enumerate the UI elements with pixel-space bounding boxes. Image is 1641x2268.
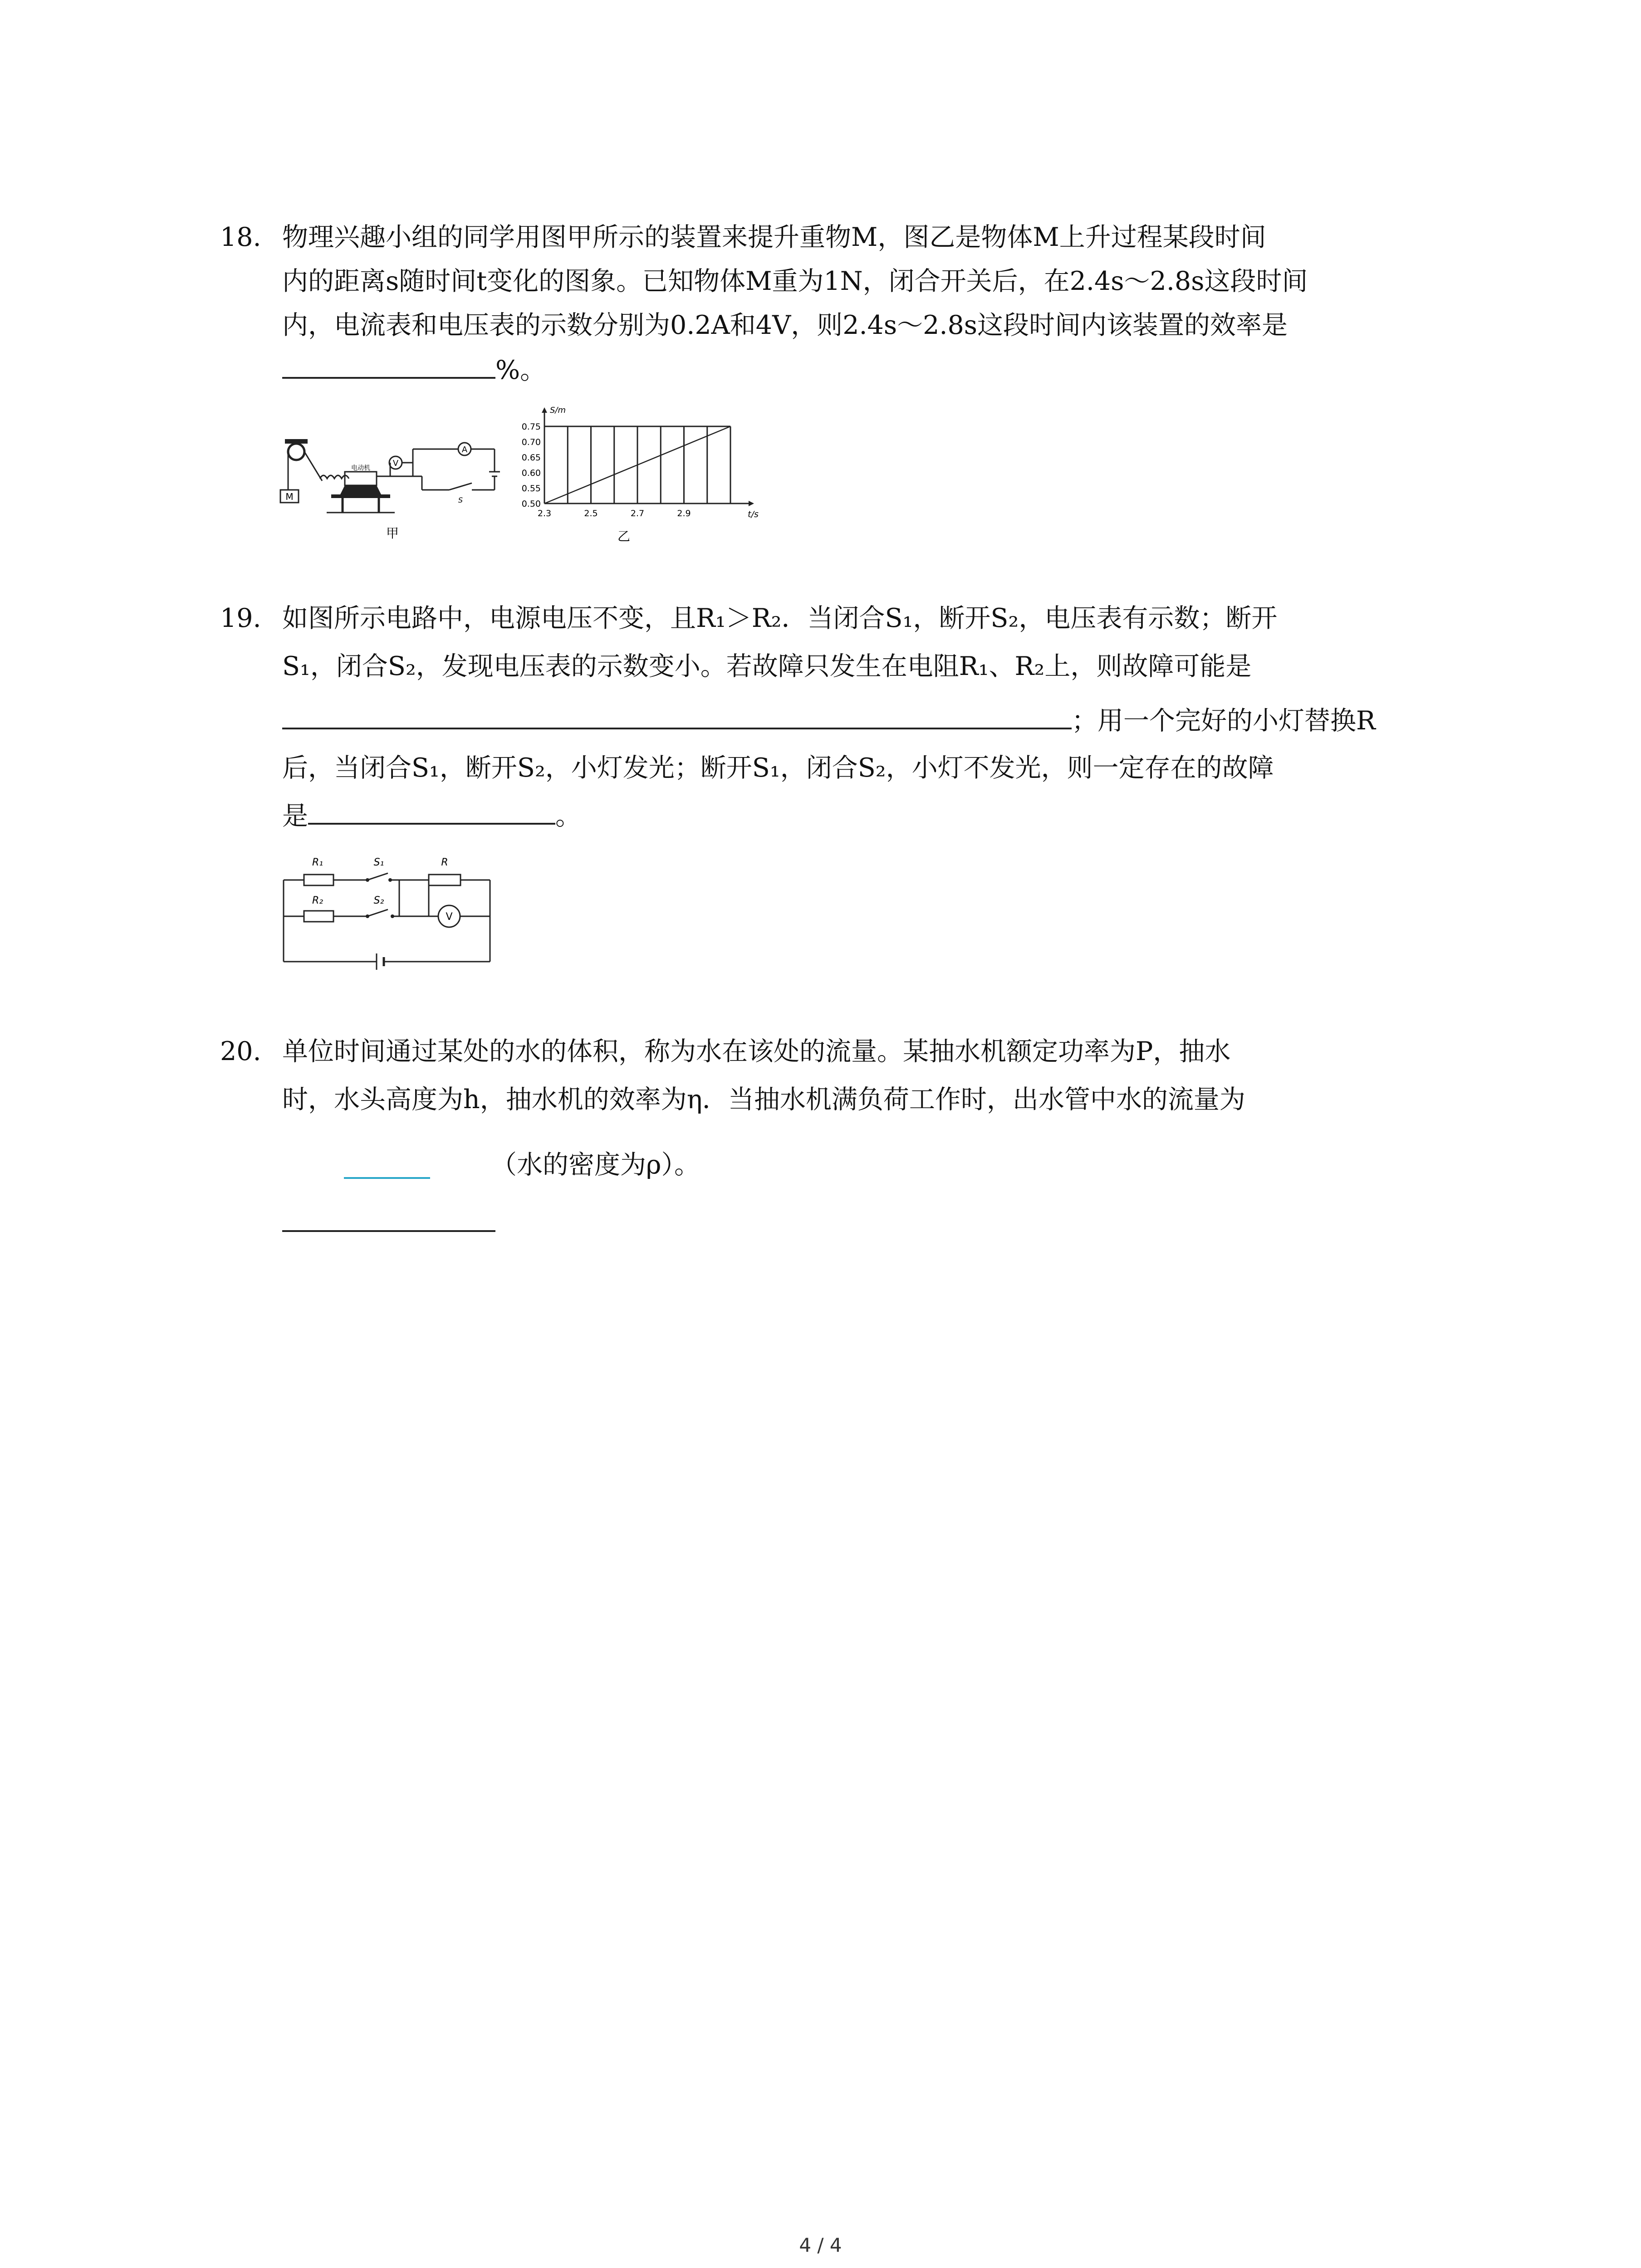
x-tick-label: 2.7 [630,508,645,518]
s2-label: S₂ [373,895,384,906]
question-text-line: 如图所示电路中，电源电压不变，且R₁＞R₂．当闭合S₁，断开S₂，电压表有示数；断开 [282,603,1278,633]
line-suffix: 。 [555,801,581,831]
resistor-r-icon [429,875,460,885]
y-axis-arrow [542,407,547,413]
question-text-line: 后，当闭合S₁，断开S₂，小灯发光；断开S₁，闭合S₂，小灯不发光，则一定存在的故障 [282,753,1274,783]
x-axis-label: t/s [748,509,759,519]
y-tick-label: 0.65 [521,453,541,463]
answer-blank[interactable] [282,1226,495,1232]
resistor-r1-icon [304,875,333,885]
y-tick-label: 0.50 [521,499,541,509]
question-text-line: S₁，闭合S₂，发现电压表的示数变小。若故障只发生在电阻R₁、R₂上，则故障可能是 [282,651,1252,681]
answer-line [282,792,581,840]
x-tick-label: 2.5 [584,508,598,518]
y-tick-label: 0.75 [521,422,541,432]
answer-line [282,346,546,394]
question-19 [221,594,1446,866]
switch-s1-icon [367,873,388,880]
line-prefix: 是 [282,801,308,831]
question-number: 18. [220,222,261,252]
r2-label: R₂ [312,895,323,906]
question-text-line: 时，水头高度为h，抽水机的效率为η．当抽水机满负荷工作时，出水管中水的流量为 [282,1085,1245,1114]
answer-blank[interactable] [308,818,555,825]
figure-caption: 甲 [386,526,399,541]
question-number: 19. [220,603,261,633]
y-tick-label: 0.60 [521,468,541,478]
question-text-line: 内，电流表和电压表的示数分别为0.2A和4V，则2.4s～2.8s这段时间内该装置的效率是 [282,310,1288,340]
r1-label: R₁ [312,857,323,868]
fraction-line [344,1177,430,1179]
y-tick-label: 0.55 [521,484,541,494]
question-number: 20. [220,1036,261,1066]
switch-s2-icon [367,909,388,916]
r-label: R [441,857,448,868]
y-axis-label: S/m [550,406,566,415]
figure-caption: 乙 [617,529,631,544]
figure-chart-yi [504,399,794,549]
chart-labels [522,406,759,519]
y-tick-label: 0.70 [521,437,541,447]
motor-icon [345,472,377,485]
figure-circuit [277,853,504,975]
resistor-r2-icon [304,911,333,922]
question-text-line: （水的密度为ρ）。 [491,1150,700,1180]
switch-icon [449,483,472,490]
ammeter-label: A [461,445,468,455]
voltmeter-label: V [446,911,453,923]
motor-label: 电动机 [351,464,370,472]
answer-line [282,697,1376,745]
weight-label: M [285,491,294,502]
answer-blank[interactable] [282,372,495,379]
question-text-line: 物理兴趣小组的同学用图甲所示的装置来提升重物M，图乙是物体M上升过程某段时间 [282,222,1266,252]
x-tick-label: 2.9 [677,508,691,518]
s1-label: S₁ [373,857,384,868]
voltmeter-label: V [392,459,399,468]
question-text-line: 单位时间通过某处的水的体积，称为水在该处的流量。某抽水机额定功率为P，抽水 [282,1036,1231,1066]
x-tick-label: 2.3 [537,508,552,518]
answer-blank[interactable] [282,723,1072,729]
pulley-icon [288,444,304,460]
blank-suffix: %。 [495,355,546,385]
figure-device-jia [277,431,513,544]
question-text-line: 内的距离s随时间t变化的图象。已知物体M重为1N，闭合开关后，在2.4s～2.8s这段时间 [282,266,1308,296]
page-number: 4 / 4 [799,2234,842,2256]
line-suffix: ；用一个完好的小灯替换R [1072,706,1376,736]
x-axis-arrow [749,501,754,506]
switch-label: S [458,496,463,504]
